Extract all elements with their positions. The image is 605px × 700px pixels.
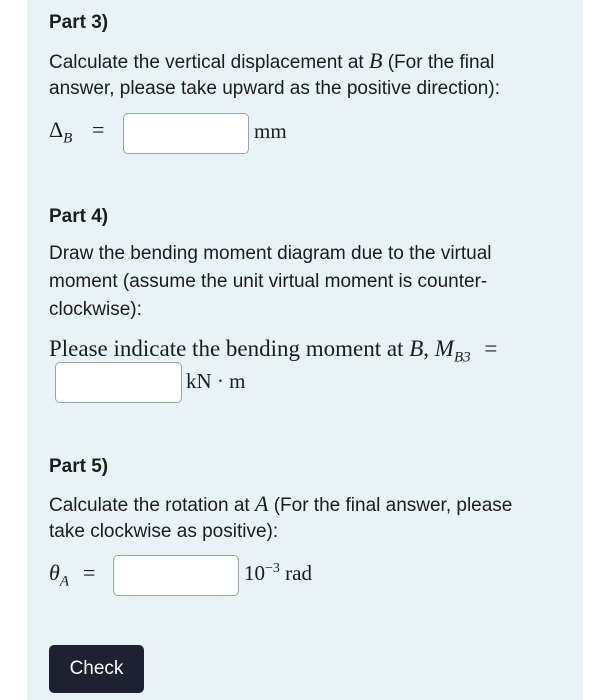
part3-text-rest: (For the final <box>382 52 495 73</box>
part5-instruction-line1 <box>49 490 512 520</box>
part5-text-rest: (For the final answer, please <box>268 495 513 516</box>
part4-instruction-line1: Draw the bending moment diagram due to the virtual <box>49 243 492 264</box>
part3-subscript: B <box>63 130 73 147</box>
part4-prompt-comma: , <box>423 336 435 361</box>
part3-equals: = <box>92 117 105 142</box>
part4-symbol: M <box>434 336 454 361</box>
part5-label <box>49 560 69 590</box>
part5-unit-exponent: −3 <box>265 561 280 576</box>
part5-var: A <box>254 491 269 516</box>
part4-prompt-var: B <box>409 336 424 361</box>
part4-unit: kN · m <box>186 369 246 393</box>
part3-unit: mm <box>254 119 287 143</box>
part5-unit <box>244 561 312 586</box>
part3-instruction-line1 <box>49 47 494 77</box>
theta-symbol: θ <box>49 560 60 585</box>
part5-heading: Part 5) <box>49 456 109 477</box>
part5-text: Calculate the rotation at <box>49 495 250 516</box>
part3-instruction-line2: answer, please take upward as the positive direction): <box>49 78 500 99</box>
part4-instruction-line3: clockwise): <box>49 299 142 320</box>
part4-equals: = <box>484 336 498 361</box>
part3-var: B <box>369 48 383 73</box>
rotation-input[interactable] <box>113 555 239 596</box>
part4-prompt-text: Please indicate the bending moment at <box>49 336 410 361</box>
part4-subscript: B3 <box>453 349 471 366</box>
part5-instruction-line2: take clockwise as positive): <box>49 521 279 542</box>
bending-moment-input[interactable] <box>55 362 182 403</box>
part5-subscript: A <box>59 573 69 590</box>
check-button[interactable]: Check <box>49 645 144 693</box>
part3-heading: Part 3) <box>49 12 109 33</box>
part5-unit-base: 10 <box>244 561 265 585</box>
part4-instruction-line2: moment (assume the unit virtual moment is counter- <box>49 271 488 292</box>
part5-equals: = <box>83 560 96 585</box>
part4-heading: Part 4) <box>49 206 109 227</box>
part3-text: Calculate the vertical displacement at <box>49 52 364 73</box>
delta-symbol: Δ <box>49 117 64 142</box>
displacement-input[interactable] <box>123 113 249 154</box>
part5-unit-suffix: rad <box>279 561 312 585</box>
part3-label <box>49 117 72 147</box>
